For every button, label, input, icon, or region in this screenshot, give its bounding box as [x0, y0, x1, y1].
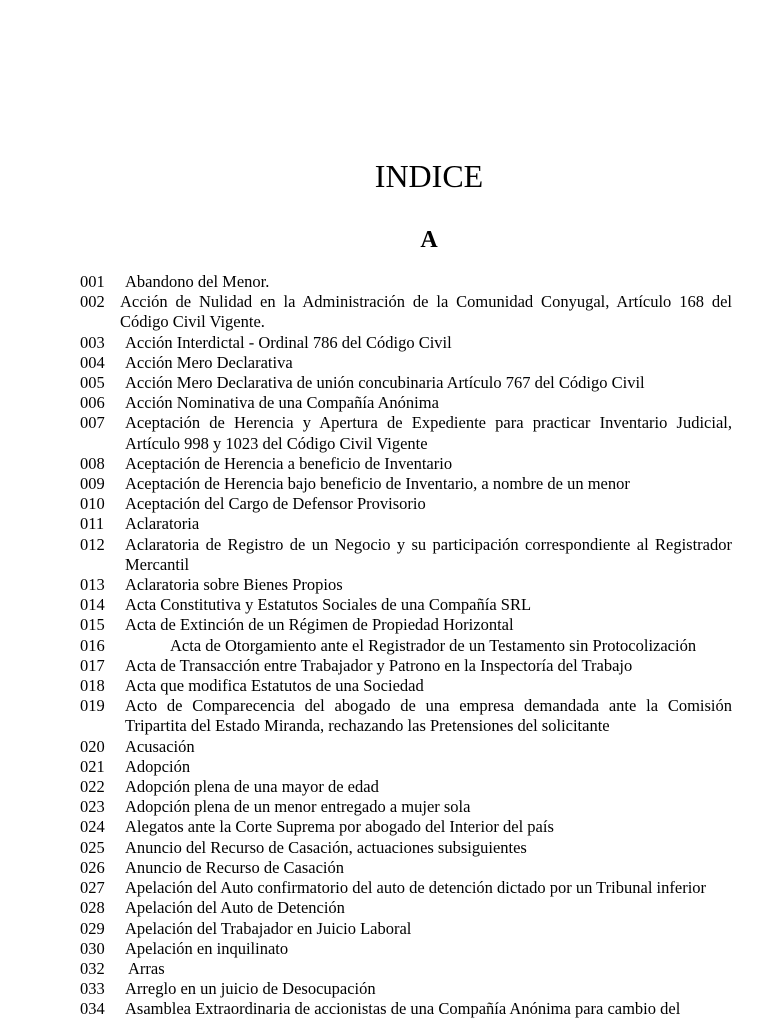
entry-title: Aclaratoria sobre Bienes Propios — [125, 575, 343, 595]
entry-number: 020 — [80, 736, 105, 756]
entry-title: Anuncio del Recurso de Casación, actuaciones subsiguientes — [125, 837, 527, 857]
entry-title: Acción Nominativa de una Compañía Anónima — [125, 393, 439, 413]
list-item — [80, 292, 732, 332]
list-item — [80, 272, 732, 292]
entry-title: Adopción — [125, 756, 191, 776]
entry-title: Arras — [128, 958, 165, 978]
section-letter: A — [420, 227, 438, 253]
list-item — [80, 595, 732, 615]
entry-title: Apelación del Auto de Detención — [125, 898, 345, 918]
entry-number: 016 — [80, 635, 105, 655]
entry-number: 006 — [80, 393, 105, 413]
list-item — [80, 777, 732, 797]
entry-title: Aceptación de Herencia bajo beneficio de Inventario, a nombre de un menor — [125, 474, 630, 494]
entry-title: Acción Interdictal - Ordinal 786 del Código Civil — [125, 332, 452, 352]
entry-title: Aceptación del Cargo de Defensor Provisorio — [125, 494, 426, 514]
entry-number: 014 — [80, 595, 105, 615]
entry-title: Acto de Comparecencia del abogado de una empresa demandada ante la Comisión Tripartita del Estado Miranda, rechazando las Pretensiones del solicitante — [125, 696, 732, 736]
list-item — [80, 615, 732, 635]
list-item — [80, 676, 732, 696]
entry-number: 011 — [80, 514, 105, 534]
list-item — [80, 535, 732, 575]
entry-title: Abandono del Menor. — [125, 272, 270, 291]
entry-title: Acción Mero Declarativa de unión concubinaria Artículo 767 del Código Civil — [125, 373, 645, 393]
list-item — [80, 919, 732, 939]
entry-number: 023 — [80, 797, 105, 817]
entry-number: 026 — [80, 857, 105, 877]
entry-number: 029 — [80, 918, 105, 938]
list-item — [80, 373, 732, 393]
list-item — [80, 454, 732, 474]
list-item — [80, 878, 732, 898]
entry-number: 025 — [80, 837, 105, 857]
entry-number: 012 — [80, 534, 105, 554]
list-item — [80, 817, 732, 837]
entry-number: 021 — [80, 756, 105, 776]
list-item — [80, 353, 732, 373]
entry-title: Acción Mero Declarativa — [125, 352, 293, 372]
entry-title: Acta de Extinción de un Régimen de Propiedad Horizontal — [125, 615, 514, 635]
list-item — [80, 797, 732, 817]
list-item — [80, 898, 732, 918]
entry-number: 028 — [80, 898, 105, 918]
entry-number: 009 — [80, 474, 105, 494]
list-item — [80, 737, 732, 757]
list-item — [80, 636, 732, 656]
list-item — [80, 858, 732, 878]
index-list — [80, 272, 732, 1020]
entry-title: Apelación en inquilinato — [125, 938, 289, 958]
entry-title: Acta de Transacción entre Trabajador y Patrono en la Inspectoría del Trabajo — [125, 655, 633, 675]
entry-number: 002 — [80, 292, 105, 312]
entry-number: 003 — [80, 332, 105, 352]
list-item — [80, 514, 732, 534]
entry-number: 013 — [80, 575, 105, 595]
entry-number: 005 — [80, 373, 105, 393]
list-item — [80, 333, 732, 353]
entry-title: Acción de Nulidad en la Administración de la Comunidad Conyugal, Artículo 168 del Código Civil Vigente. — [120, 292, 732, 332]
entry-number: 022 — [80, 777, 105, 797]
list-item — [80, 696, 732, 736]
entry-number: 015 — [80, 615, 105, 635]
entry-number: 030 — [80, 938, 105, 958]
list-item — [80, 979, 732, 999]
list-item — [80, 656, 732, 676]
list-item — [80, 757, 732, 777]
entry-number: 027 — [80, 878, 105, 898]
entry-number: 033 — [80, 979, 105, 999]
entry-title: Arreglo en un juicio de Desocupación — [125, 979, 376, 999]
entry-title: Acusación — [125, 736, 195, 756]
list-item — [80, 413, 732, 453]
entry-number: 001 — [80, 272, 105, 291]
entry-title: Adopción plena de un menor entregado a mujer sola — [125, 797, 471, 817]
entry-title: Anuncio de Recurso de Casación — [125, 857, 345, 877]
entry-title: Aclaratoria de Registro de un Negocio y su participación correspondiente al Registrador Mercantil — [125, 534, 732, 574]
entry-number: 010 — [80, 494, 105, 514]
entry-title: Acta que modifica Estatutos de una Sociedad — [125, 676, 424, 696]
list-item — [80, 999, 732, 1019]
entry-number: 032 — [80, 958, 105, 978]
entry-number: 008 — [80, 453, 105, 473]
page-title: INDICE — [374, 158, 484, 194]
entry-title: Acta Constitutiva y Estatutos Sociales de una Compañía SRL — [125, 595, 532, 615]
entry-number: 019 — [80, 696, 105, 716]
entry-title: Aceptación de Herencia a beneficio de Inventario — [125, 453, 453, 473]
list-item — [80, 474, 732, 494]
entry-number: 017 — [80, 655, 105, 675]
entry-title: Apelación del Auto confirmatorio del auto de detención dictado por un Tribunal inferior — [125, 878, 707, 898]
entry-title: Asamblea Extraordinaria de accionistas de una Compañía Anónima para cambio del — [125, 999, 681, 1019]
entry-title: Aclaratoria — [125, 514, 200, 534]
list-item — [80, 575, 732, 595]
entry-title: Apelación del Trabajador en Juicio Laboral — [125, 918, 412, 938]
entry-number: 007 — [80, 413, 105, 433]
list-item — [80, 494, 732, 514]
entry-title: Acta de Otorgamiento ante el Registrador de un Testamento sin Protocolización — [170, 635, 697, 655]
entry-title: Adopción plena de una mayor de edad — [125, 777, 379, 797]
entry-number: 004 — [80, 352, 105, 372]
list-item — [80, 939, 732, 959]
entry-title: Alegatos ante la Corte Suprema por abogado del Interior del país — [125, 817, 554, 837]
entry-number: 034 — [80, 999, 105, 1019]
list-item — [80, 838, 732, 858]
list-item — [80, 393, 732, 413]
entry-title: Aceptación de Herencia y Apertura de Expediente para practicar Inventario Judicial, Artículo 998 y 1023 del Código Civil Vigente — [125, 413, 732, 453]
entry-number: 024 — [80, 817, 105, 837]
list-item — [80, 959, 732, 979]
entry-number: 018 — [80, 676, 105, 696]
